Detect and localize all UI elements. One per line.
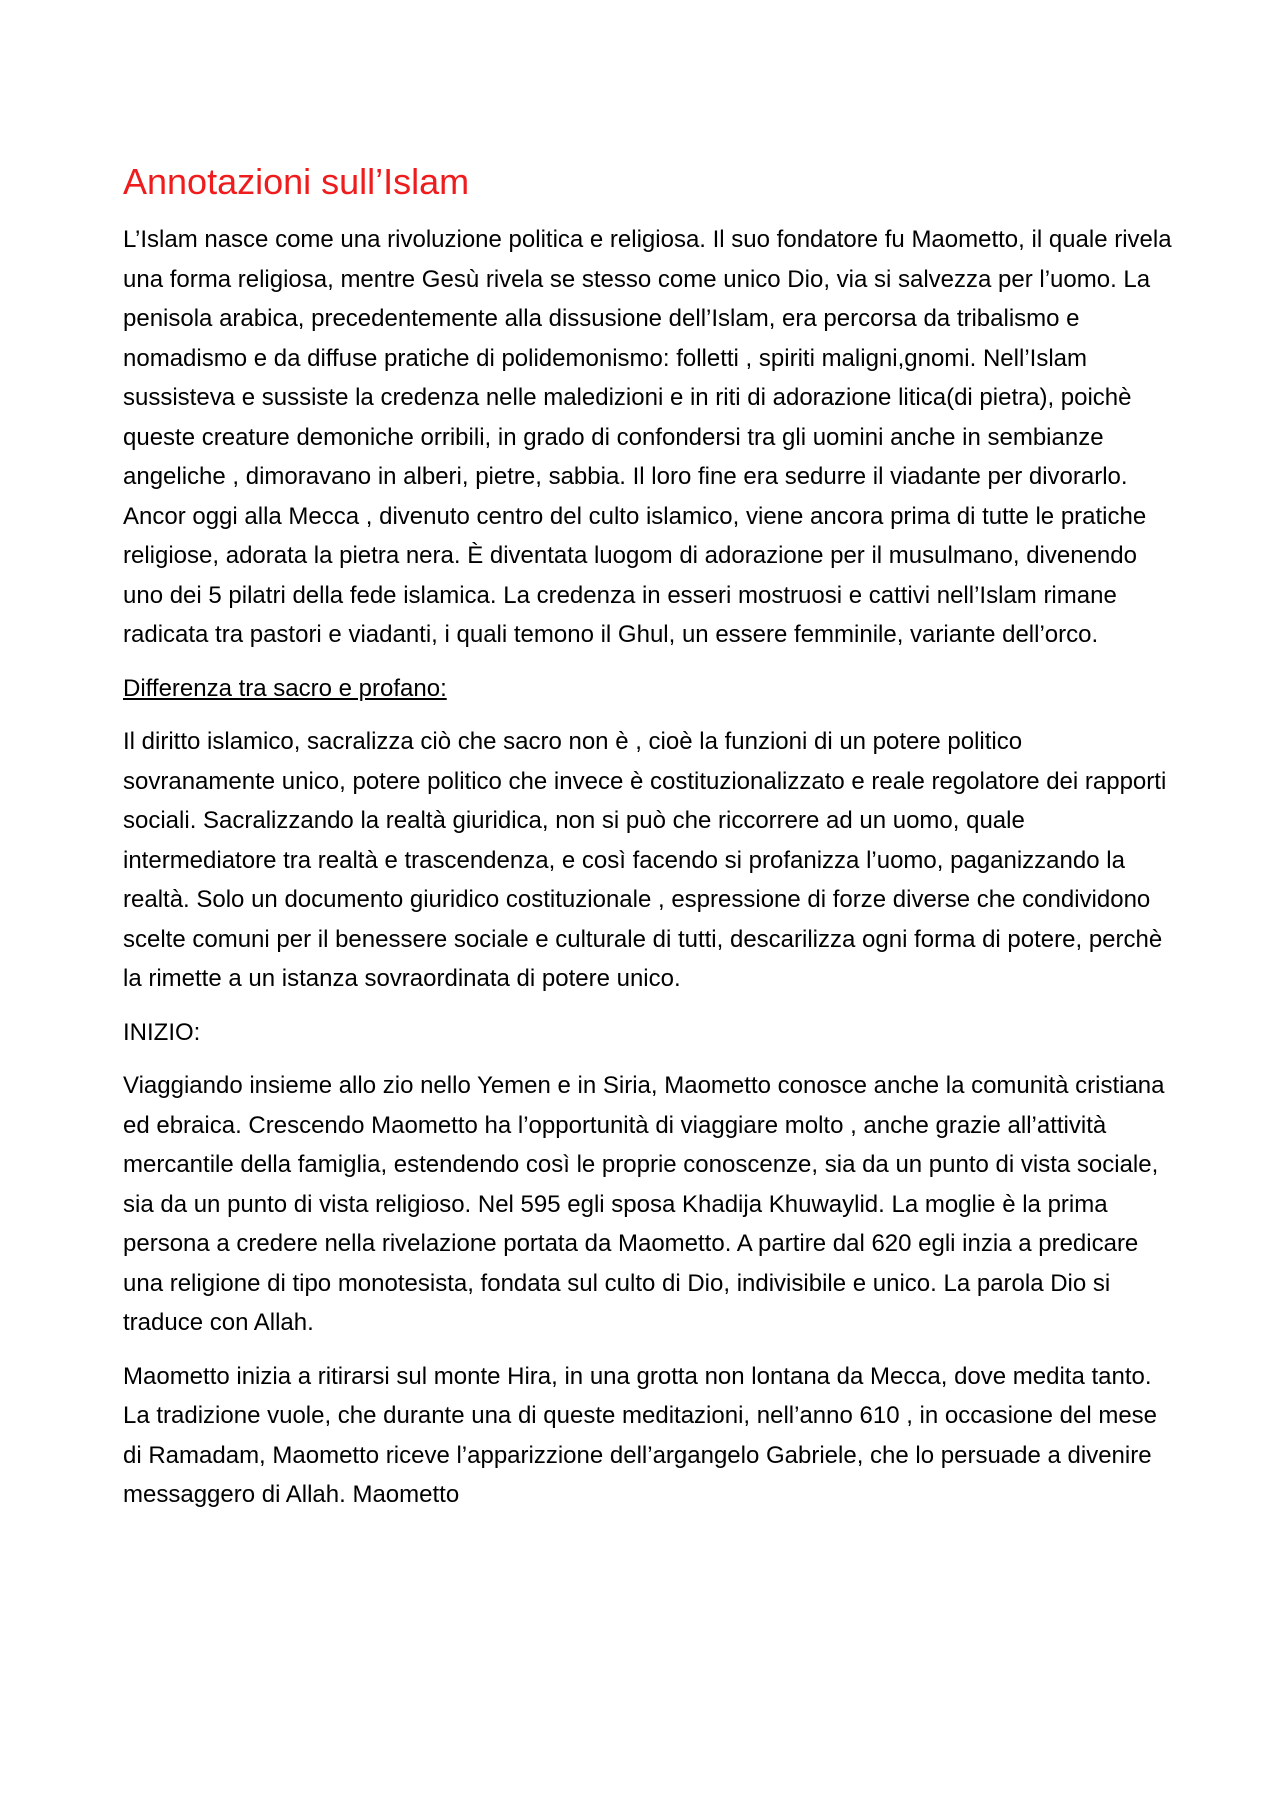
paragraph-monte-hira: Maometto inizia a ritirarsi sul monte Hira, in una grotta non lontana da Mecca, dove medita tanto. La tradizione vuole, che durante una di queste meditazioni, nell’anno 610 , in occasione del mese di Ramadam, Maometto riceve l’apparizzione dell’argangelo Gabriele, che lo persuade a divenire messaggero di Allah. Maometto [123, 1362, 1158, 1508]
paragraph-viaggi: Viaggiando insieme allo zio nello Yemen e in Siria, Maometto conosce anche la comunità cristiana ed ebraica. Crescendo Maometto ha l’opportunità di viaggiare molto , anche grazie all’attività mercantile della famiglia, estendendo così le proprie conoscenze, sia da un punto di vista sociale, sia da un punto di vista religioso. Nel 595 egli sposa Khadija Khuwaylid. La moglie è la prima persona a credere nella rivelazione portata da Maometto. A partire dal 620 egli inzia a predicare una religione di tipo monotesista, fondata sul culto di Dio, indivisibile e unico. La parola Dio si traduce con Allah. [123, 1072, 1165, 1336]
document-page [123, 158, 1175, 1529]
paragraph-diritto-islamico: Il diritto islamico, sacralizza ciò che sacro non è , cioè la funzioni di un potere politico sovranamente unico, potere politico che invece è costituzionalizzato e reale regolatore dei rapporti sociali. Sacralizzando la realtà giuridica, non si può che riccorrere ad un uomo, quale intermediatore tra realtà e trascendenza, e così facendo si profanizza l’uomo, paganizzando la realtà. Solo un documento giuridico costituzionale , espressione di forze diverse che condividono scelte comuni per il benessere sociale e culturale di tutti, descarilizza ogni forma di potere, perchè la rimette a un istanza sovraordinata di potere unico. [123, 728, 1167, 992]
paragraph-origins: L’Islam nasce come una rivoluzione politica e religiosa. Il suo fondatore fu Maometto, il quale rivela una forma religiosa, mentre Gesù rivela se stesso come unico Dio, via si salvezza per l’uomo. La penisola arabica, precedentemente alla dissusione dell’Islam, era percorsa da tribalismo e nomadismo e da diffuse pratiche di polidemonismo: folletti , spiriti maligni,gnomi. Nell’Islam sussisteva e sussiste la credenza nelle maledizioni e in riti di adorazione litica(di pietra), poichè queste creature demoniche orribili, in grado di confondersi tra gli uomini anche in sembianze angeliche , dimoravano in alberi, pietre, sabbia. Il loro fine era sedurre il viadante per divorarlo. Ancor oggi alla Mecca , divenuto centro del culto islamico, viene ancora prima di tutte le pratiche religiose, adorata la pietra nera. È diventata luogom di adorazione per il musulmano, divenendo uno dei 5 pilatri della fede islamica. La credenza in esseri mostruosi e cattivi nell’Islam rimane radicata tra pastori e viadanti, i quali temono il Ghul, un essere femminile, variante dell’orco. [123, 226, 1172, 648]
document-title: Annotazioni sull’Islam [123, 161, 470, 202]
section-heading-inizio: INIZIO: [123, 1018, 201, 1046]
section-heading-sacro-profano: Differenza tra sacro e profano: [123, 674, 447, 702]
